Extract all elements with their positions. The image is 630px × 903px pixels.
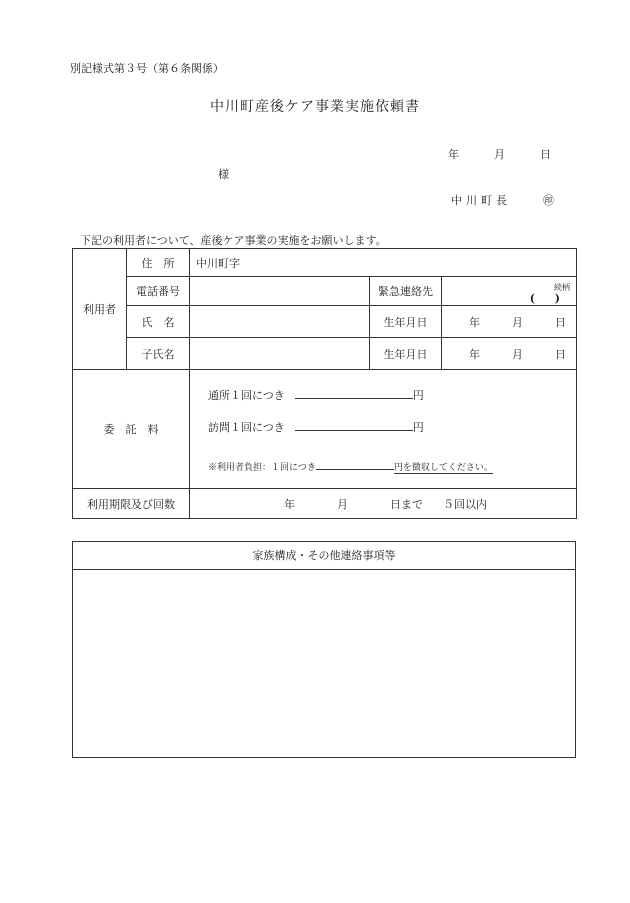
relation-field[interactable]: ( ) <box>529 292 568 305</box>
child-name-field[interactable] <box>190 338 370 370</box>
emergency-contact-label: 緊急連絡先 <box>370 277 442 306</box>
form-reference: 別記様式第３号（第６条関係） <box>70 62 224 75</box>
request-table <box>72 248 577 519</box>
period-row <box>73 489 577 519</box>
period-until-label: 日まで <box>390 497 423 511</box>
child-name-label: 子氏名 <box>127 338 190 370</box>
intro-text: 下記の利用者について、産後ケア事業の実施をお願いします。 <box>80 234 387 247</box>
date-year-label: 年 <box>448 148 459 161</box>
page-title: 中川町産後ケア事業実施依頼書 <box>210 99 420 115</box>
copay-note-prefix: ※利用者負担：１回につき <box>208 463 316 473</box>
relation-label: 続柄 <box>554 283 570 292</box>
user-header: 利用者 <box>73 249 127 370</box>
child-birth-month-label: 月 <box>512 347 523 361</box>
address-prefix: 中川町字 <box>196 256 240 270</box>
family-section <box>72 541 576 758</box>
fee-center-yen: 円 <box>412 389 424 402</box>
fee-center-line <box>208 385 570 403</box>
period-count-label: ５回以内 <box>443 497 487 511</box>
phone-label: 電話番号 <box>127 277 190 306</box>
fee-home-amount-field[interactable] <box>295 417 413 431</box>
phone-field[interactable] <box>190 277 370 306</box>
child-birth-year-label: 年 <box>469 347 480 361</box>
address-row <box>73 249 577 277</box>
fee-center-amount-field[interactable] <box>295 385 413 399</box>
family-notes-field[interactable] <box>73 570 575 757</box>
fee-center-label: 通所１回につき <box>208 389 285 402</box>
birthdate-field[interactable] <box>442 306 577 338</box>
fee-home-yen: 円 <box>412 421 424 434</box>
fee-header: 委 託 料 <box>73 370 190 489</box>
address-field[interactable] <box>190 249 577 277</box>
period-year-label: 年 <box>284 497 295 511</box>
birthdate-label: 生年月日 <box>370 306 442 338</box>
honorific: 様 <box>218 168 229 181</box>
address-label: 住 所 <box>127 249 190 277</box>
copay-amount-field[interactable] <box>316 459 394 470</box>
emergency-contact-field[interactable] <box>442 277 577 306</box>
date-month-label: 月 <box>494 148 505 161</box>
period-month-label: 月 <box>337 497 348 511</box>
fee-home-label: 訪問１回につき <box>208 421 285 434</box>
child-birth-day-label: 日 <box>555 347 566 361</box>
name-field[interactable] <box>190 306 370 338</box>
fee-home-line <box>208 417 570 435</box>
birth-month-label: 月 <box>512 315 523 329</box>
period-header: 利用期限及び回数 <box>73 489 190 519</box>
phone-row <box>73 277 577 306</box>
name-label: 氏 名 <box>127 306 190 338</box>
period-field[interactable] <box>190 489 577 519</box>
fee-content <box>190 370 577 489</box>
date-day-label: 日 <box>540 148 551 161</box>
child-row <box>73 338 577 370</box>
family-header: 家族構成・その他連絡事項等 <box>73 542 575 570</box>
birth-day-label: 日 <box>555 315 566 329</box>
child-birthdate-field[interactable] <box>442 338 577 370</box>
fee-row <box>73 370 577 489</box>
birth-year-label: 年 <box>469 315 480 329</box>
child-birthdate-label: 生年月日 <box>370 338 442 370</box>
copay-note <box>208 459 570 473</box>
name-row <box>73 306 577 338</box>
copay-note-suffix: 円を徴収してください。 <box>393 463 493 473</box>
seal-mark: ㊞ <box>543 194 554 207</box>
mayor-title: 中川町長 <box>451 194 511 207</box>
